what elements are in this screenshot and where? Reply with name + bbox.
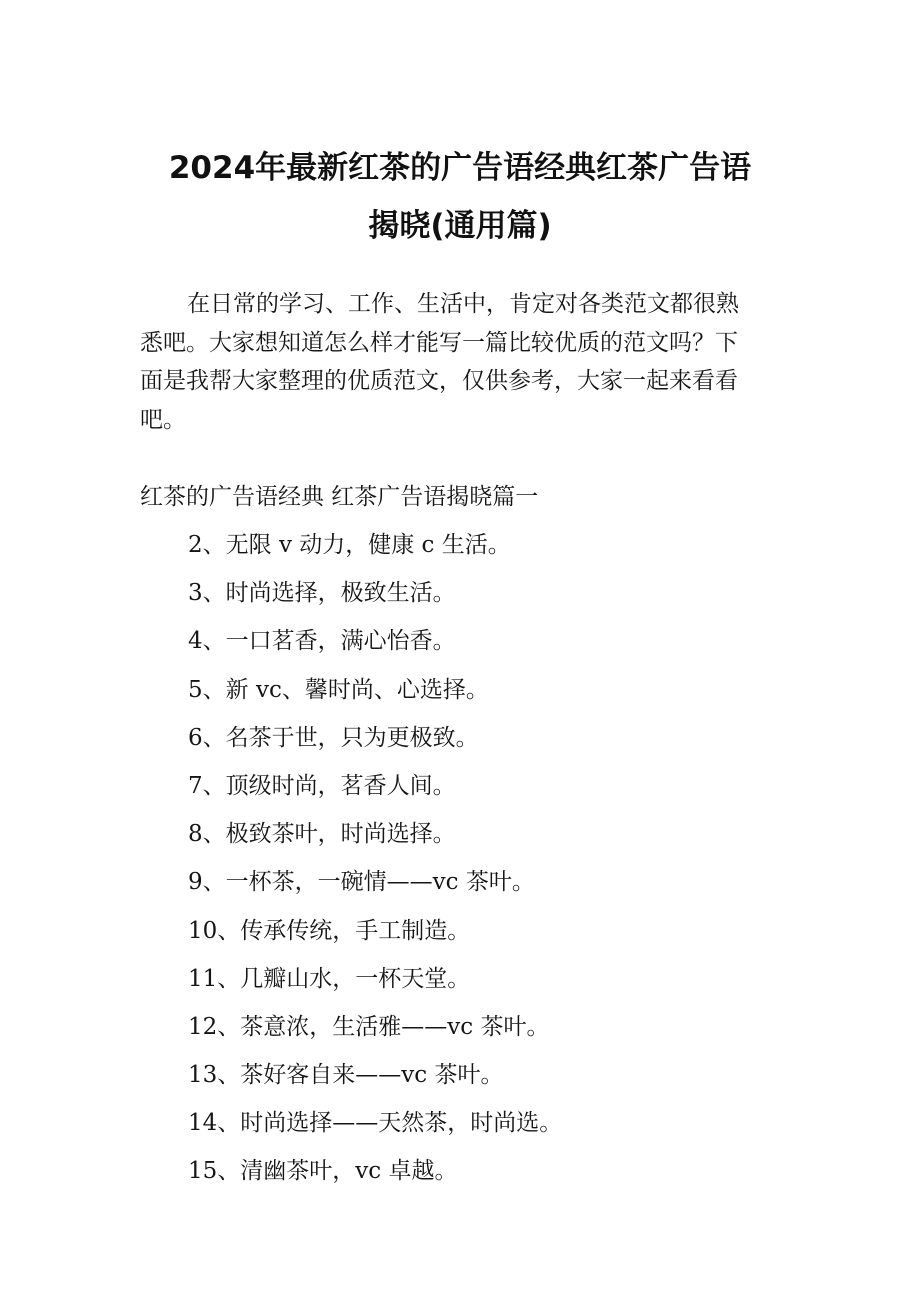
section-heading: 红茶的广告语经典 红茶广告语揭晓篇一 [140,484,539,510]
list-item: 2、无限 v 动力，健康 c 生活。 [188,532,511,558]
list-item: 4、一口茗香，满心怡香。 [188,628,456,655]
title-line-2: 揭晓(通用篇) [368,208,552,244]
list-item: 15、清幽茶叶，vc 卓越。 [188,1158,458,1185]
document-title [110,139,810,255]
list-item: 10、传承传统，手工制造。 [188,917,471,944]
intro-paragraph [140,285,785,439]
list-item: 12、茶意浓，生活雅——vc 茶叶。 [188,1013,550,1040]
intro-line: 面是我帮大家整理的优质范文，仅供参考，大家一起来看看 [140,368,738,394]
intro-line: 在日常的学习、工作、生活中，肯定对各类范文都很熟 [187,291,739,317]
list-item: 11、几瓣山水，一杯天堂。 [188,965,471,992]
list-item: 9、一杯茶，一碗情——vc 茶叶。 [188,869,535,896]
intro-line: 吧。 [140,406,186,433]
list-item: 6、名茶于世，只为更极致。 [188,724,479,751]
list-item: 3、时尚选择，极致生活。 [188,580,456,607]
list-item: 8、极致茶叶，时尚选择。 [188,821,456,848]
intro-line: 悉吧。大家想知道怎么样才能写一篇比较优质的范文吗？下 [140,329,738,356]
slogan-list [188,526,562,1201]
list-item: 14、时尚选择——天然茶，时尚选。 [188,1110,563,1137]
list-item: 13、茶好客自来——vc 茶叶。 [188,1062,504,1089]
list-item: 7、顶级时尚，茗香人间。 [188,772,456,799]
list-item: 5、新 vc、馨时尚、心选择。 [188,676,489,703]
title-line-1: 2024年最新红茶的广告语经典红茶广告语 [168,150,752,186]
